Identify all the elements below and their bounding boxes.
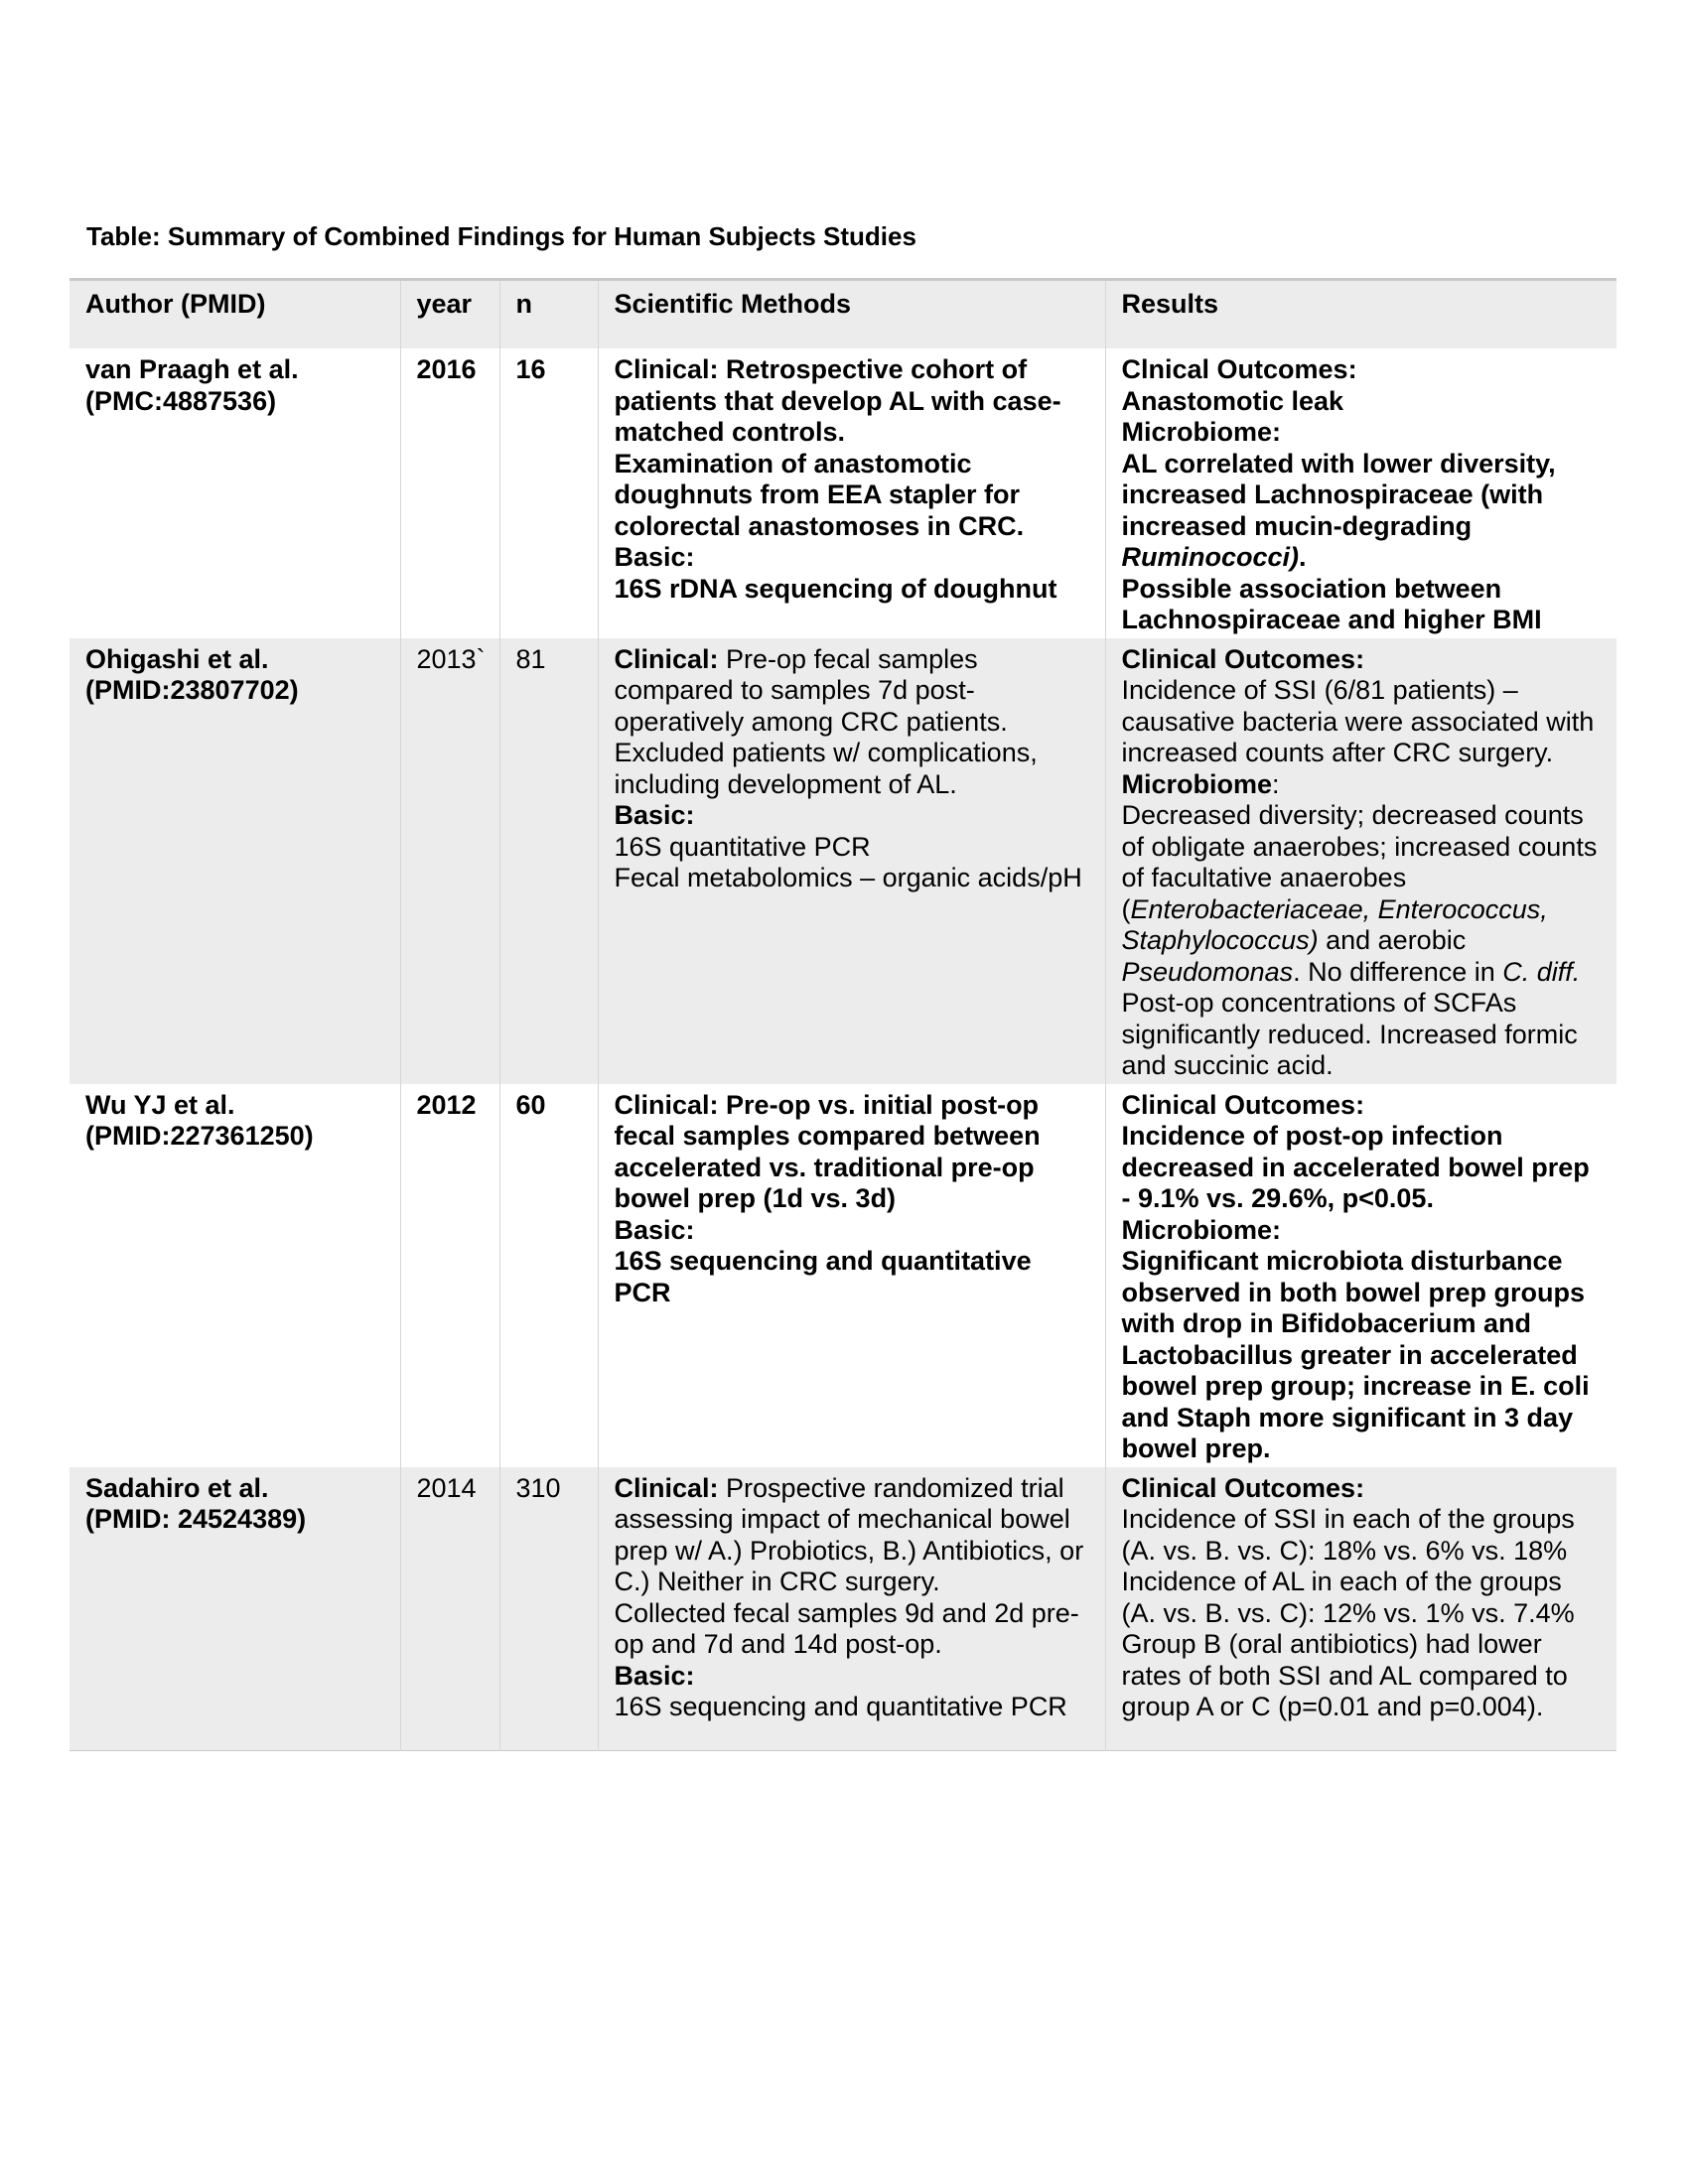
clinical-methods [615, 1090, 1091, 1215]
microbiome-label: Microbiome: [1121, 417, 1282, 447]
year-cell: 2014 [400, 1467, 499, 1751]
table-header-row [70, 280, 1617, 349]
author-cell [70, 348, 400, 638]
outcomes-line: Anastomotic leak [1121, 385, 1344, 416]
microbiome-text: Significant microbiota disturbance observed in both bowel prep groups with drop in Bifidobacerium and Lactobacillus greater in accelerated bowel prep group; increase in E. coli and Staph more significant in 3 day bowel prep. [1121, 1246, 1590, 1463]
basic-label: Basic: [614, 800, 695, 830]
results-cell [1105, 1467, 1617, 1751]
microbiome-taxa-italic: Enterobacteriaceae, Enterococcus, Staphylococcus) [1121, 893, 1548, 955]
findings-table [70, 278, 1617, 1751]
author-id: (PMC:4887536) [85, 385, 277, 416]
outcomes-label: Clnical Outcomes: [1121, 354, 1357, 384]
results-cell [1105, 638, 1617, 1084]
microbiome-extra: Possible association between Lachnospiraceae and higher BMI [1121, 573, 1542, 634]
basic-line: 16S sequencing and quantitative PCR [614, 1246, 1032, 1307]
clinical-text: Pre-op vs. initial post-op fecal samples compared between accelerated vs. traditional pre-op bowel prep (1d vs. 3d) [614, 1089, 1041, 1213]
microbiome-heading [1122, 769, 1604, 801]
clinical-extra: Collected fecal samples 9d and 2d pre-op and 7d and 14d post-op. [614, 1597, 1079, 1659]
outcomes-label: Clinical Outcomes: [1121, 1089, 1365, 1120]
clinical-text: Retrospective cohort of patients that develop AL with case-matched controls. [614, 354, 1061, 447]
microbiome-text-part: and aerobic [1318, 925, 1467, 955]
year-cell: 2013` [400, 638, 499, 1084]
microbiome-label: Microbiome [1121, 768, 1273, 799]
basic-label: Basic: [614, 1660, 695, 1691]
microbiome-text-part: Post-op concentrations of SCFAs significantly reduced. Increased formic and succinic acid. [1121, 988, 1578, 1080]
clinical-methods [615, 354, 1091, 449]
outcomes-text: Incidence of SSI (6/81 patients) – causative bacteria were associated with increased counts after CRC surgery. [1121, 675, 1595, 767]
author-id: (PMID: 24524389) [85, 1504, 307, 1534]
microbiome-label: Microbiome: [1121, 1214, 1282, 1245]
clinical-methods [615, 1473, 1091, 1598]
clinical-methods [615, 644, 1091, 801]
microbiome-taxa-italic: C. diff. [1502, 956, 1581, 987]
table-row [70, 1467, 1617, 1751]
clinical-label: Clinical: [614, 354, 719, 384]
outcomes-label: Clinical Outcomes: [1121, 1472, 1365, 1503]
results-cell [1105, 1084, 1617, 1467]
methods-cell [598, 638, 1105, 1084]
author-name: Wu YJ et al. [85, 1089, 235, 1120]
author-id: (PMID:227361250) [85, 1121, 314, 1151]
microbiome-text-after: . [1299, 542, 1307, 572]
results-cell [1105, 348, 1617, 638]
clinical-label: Clinical: [614, 643, 719, 674]
author-id: (PMID:23807702) [85, 675, 299, 705]
table-title: Table: Summary of Combined Findings for Human Subjects Studies [86, 221, 916, 251]
microbiome-text-italic: Ruminococci) [1121, 542, 1300, 572]
n-cell: 60 [499, 1084, 598, 1467]
basic-line: Fecal metabolomics – organic acids/pH [614, 863, 1082, 892]
column-header-methods: Scientific Methods [598, 280, 1105, 349]
clinical-text: Prospective randomized trial assessing impact of mechanical bowel prep w/ A.) Probiotics, B.) Antibiotics, or C.) Neither in CRC surgery. [614, 1472, 1084, 1596]
column-header-n: n [499, 280, 598, 349]
table-row [70, 638, 1617, 1084]
author-name: Ohigashi et al. [85, 643, 269, 674]
outcomes-label: Clinical Outcomes: [1121, 643, 1365, 674]
column-header-year: year [400, 280, 499, 349]
microbiome-text-part: . No difference in [1293, 956, 1503, 987]
author-name: van Praagh et al. [85, 354, 299, 384]
methods-cell [598, 1084, 1105, 1467]
n-cell: 81 [499, 638, 598, 1084]
microbiome-taxa-italic: Pseudomonas [1121, 956, 1294, 987]
clinical-extra: Examination of anastomotic doughnuts from EEA stapler for colorectal anastomoses in CRC. [614, 448, 1025, 541]
outcomes-line: Group B (oral antibiotics) had lower rates of both SSI and AL compared to group A or C (p=0.01 and p=0.004). [1121, 1629, 1568, 1721]
clinical-label: Clinical: [614, 1089, 719, 1120]
year-cell: 2016 [400, 348, 499, 638]
clinical-label: Clinical: [614, 1472, 719, 1503]
microbiome-text-part: Decreased diversity; decreased counts of obligate anaerobes; increased counts of facultative anaerobes ( [1121, 800, 1598, 924]
outcomes-line: Incidence of SSI in each of the groups (A. vs. B. vs. C): 18% vs. 6% vs. 18% [1121, 1504, 1575, 1566]
outcomes-line: Incidence of AL in each of the groups (A. vs. B. vs. C): 12% vs. 1% vs. 7.4% [1121, 1567, 1575, 1628]
column-header-author: Author (PMID) [70, 280, 400, 349]
basic-label: Basic: [614, 1214, 695, 1245]
basic-label: Basic: [614, 542, 695, 572]
n-cell: 16 [499, 348, 598, 638]
outcomes-text: Incidence of post-op infection decreased in accelerated bowel prep - 9.1% vs. 29.6%, p<0.05. [1121, 1121, 1590, 1213]
table-row [70, 348, 1617, 638]
basic-line: 16S quantitative PCR [614, 831, 871, 862]
author-cell [70, 1467, 400, 1751]
n-cell: 310 [499, 1467, 598, 1751]
basic-line: 16S rDNA sequencing of doughnut [614, 573, 1057, 604]
author-cell [70, 638, 400, 1084]
year-cell: 2012 [400, 1084, 499, 1467]
column-header-results: Results [1121, 289, 1219, 319]
microbiome-text [1122, 800, 1604, 1082]
microbiome-colon: : [1272, 768, 1280, 799]
methods-cell [598, 1467, 1105, 1751]
table-row [70, 1084, 1617, 1467]
microbiome-text [1122, 449, 1604, 574]
basic-line: 16S sequencing and quantitative PCR [614, 1692, 1067, 1721]
microbiome-text-plain: AL correlated with lower diversity, increased Lachnospiraceae (with increased mucin-degrading [1121, 448, 1556, 541]
author-cell [70, 1084, 400, 1467]
author-name: Sadahiro et al. [85, 1472, 269, 1503]
methods-cell [598, 348, 1105, 638]
clinical-text: Pre-op fecal samples compared to samples 7d post-operatively among CRC patients. Excluded patients w/ complications, including development of AL. [614, 643, 1038, 799]
